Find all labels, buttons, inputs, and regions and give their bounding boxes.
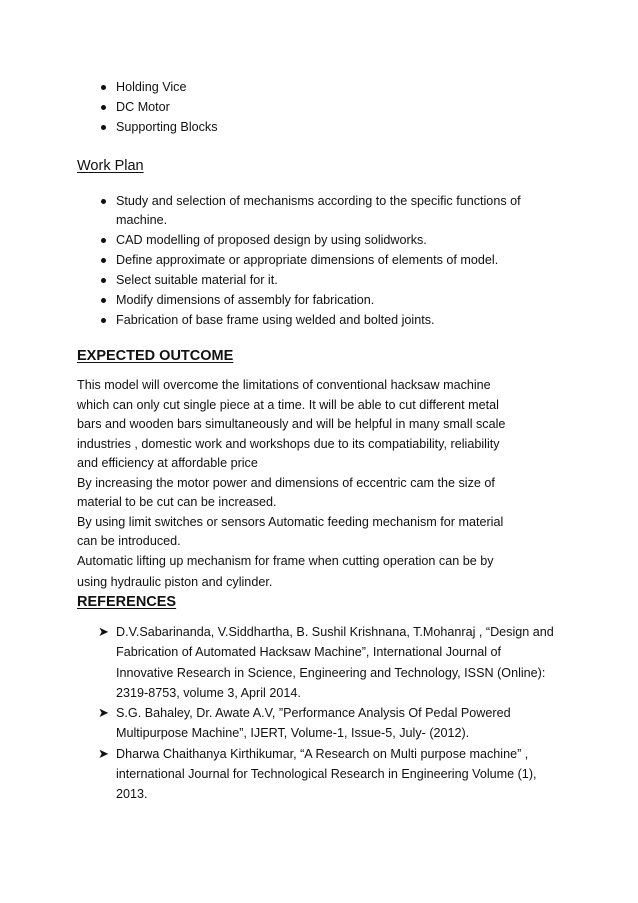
reference-text: S.G. Bahaley, Dr. Awate A.V, ”Performance Analysis Of Pedal Powered Multipurpose Machine”, IJERT, Volume-1, Issue-5, July- (2012).: [116, 706, 511, 741]
paragraph-line: can be introduced.: [77, 534, 181, 548]
bullet-icon: [101, 258, 106, 263]
paragraph-line: and efficiency at affordable price: [77, 456, 258, 470]
list-item: [116, 270, 566, 290]
paragraph-line: industries , domestic work and workshops due to its compatiability, reliability: [77, 436, 500, 451]
list-item: [116, 77, 536, 97]
list-item: [116, 230, 566, 250]
references-heading: REFERENCES: [77, 594, 177, 610]
list-item-text: CAD modelling of proposed design by using solidworks.: [116, 233, 427, 247]
paragraph-line: which can only cut single piece at a time. It will be able to cut different metal: [77, 397, 499, 412]
list-item-text: DC Motor: [116, 100, 170, 114]
paragraph-line: Automatic lifting up mechanism for frame when cutting operation can be by: [77, 553, 494, 568]
list-item: [116, 192, 566, 230]
list-item-text: Modify dimensions of assembly for fabrication.: [116, 293, 375, 307]
paragraph-line: By using limit switches or sensors Automatic feeding mechanism for material: [77, 514, 504, 529]
reference-item: [98, 703, 556, 744]
parts-list: [116, 77, 536, 137]
bullet-icon: [101, 125, 106, 130]
bullet-icon: [101, 85, 106, 90]
bullet-icon: [101, 238, 106, 243]
arrow-bullet-icon: ➤: [98, 745, 109, 761]
expected-outcome-paragraph: [77, 376, 557, 593]
list-item: [116, 310, 566, 330]
expected-outcome-heading: EXPECTED OUTCOME: [77, 348, 234, 364]
bullet-icon: [101, 318, 106, 323]
bullet-icon: [101, 298, 106, 303]
paragraph-line: using hydraulic piston and cylinder.: [77, 575, 273, 589]
reference-text: Dharwa Chaithanya Kirthikumar, “A Research on Multi purpose machine” , international Journal for Technological Research in Engineering Volume (1), 2013.: [116, 746, 537, 802]
paragraph-line: material to be cut can be increased.: [77, 495, 277, 509]
list-item-text: Holding Vice: [116, 80, 187, 94]
reference-text: D.V.Sabarinanda, V.Siddhartha, B. Sushil Krishnana, T.Mohanraj , “Design and Fabrication of Automated Hacksaw Machine”, International Journal of Innovative Research in Science, Engineering and Technology, ISSN (Online): 2319-8753, volume 3, April 2014.: [116, 625, 554, 700]
bullet-icon: [101, 199, 106, 204]
list-item-text: Study and selection of mechanisms according to the specific functions of machine.: [116, 194, 521, 227]
list-item-text: Define approximate or appropriate dimensions of elements of model.: [116, 253, 499, 267]
list-item-text: Select suitable material for it.: [116, 273, 278, 287]
list-item: [116, 117, 536, 137]
bullet-icon: [101, 105, 106, 110]
arrow-bullet-icon: ➤: [98, 705, 109, 721]
list-item: [116, 250, 566, 270]
list-item-text: Fabrication of base frame using welded and bolted joints.: [116, 313, 435, 327]
paragraph-line: bars and wooden bars simultaneously and will be helpful in many small scale: [77, 417, 506, 431]
reference-item: [98, 622, 556, 703]
work-plan-heading: Work Plan: [77, 158, 144, 174]
arrow-bullet-icon: ➤: [98, 624, 109, 639]
list-item: [116, 290, 566, 310]
reference-item: [98, 744, 556, 805]
work-plan-list: [116, 192, 566, 330]
list-item-text: Supporting Blocks: [116, 120, 218, 134]
references-list: [98, 622, 556, 805]
bullet-icon: [101, 278, 106, 283]
list-item: [116, 97, 536, 117]
paragraph-line: By increasing the motor power and dimensions of eccentric cam the size of: [77, 475, 495, 490]
paragraph-line: This model will overcome the limitations of conventional hacksaw machine: [77, 378, 491, 392]
